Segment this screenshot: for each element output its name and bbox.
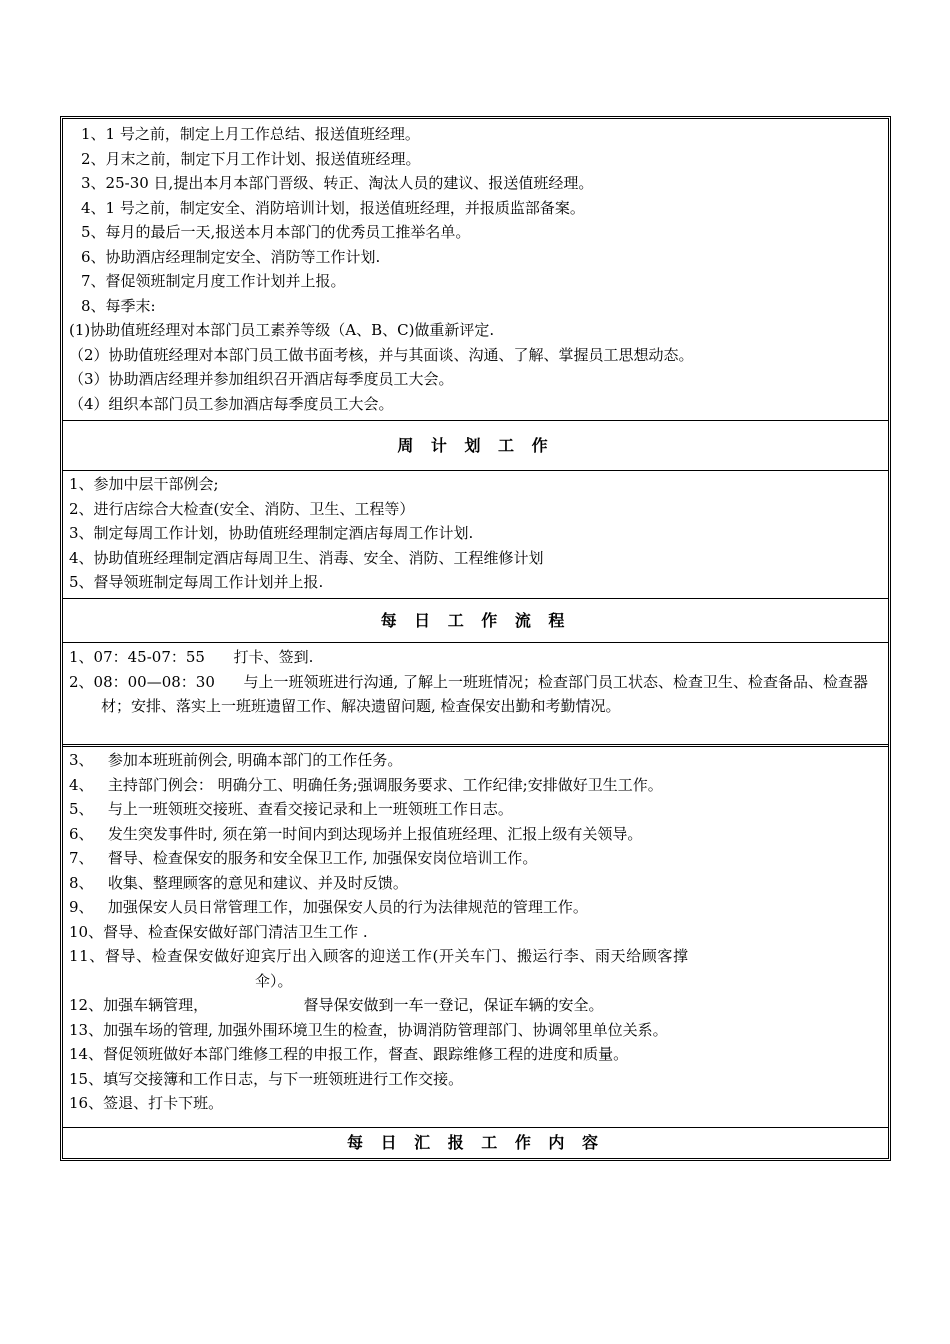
quarter-item: （4）组织本部门员工参加酒店每季度员工大会。 [69,394,394,413]
daily-header-row [63,599,888,643]
daily-section-b [63,747,888,1128]
daily-item: 14、督促领班做好本部门维修工程的申报工作，督查、跟踪维修工程的进度和质量。 [69,1045,629,1063]
weekly-item: 4、协助值班经理制定酒店每周卫生、消毒、安全、消防、工程维修计划 [69,548,544,567]
weekly-title: 周 计 划 工 作 [397,436,554,455]
monthly-item: 4、1 号之前，制定安全、消防培训计划，报送值班经理，并报质监部备案。 [81,198,585,217]
daily-item: 4、 主持部门例会： 明确分工、明确任务;强调服务要求、工作纪律;安排做好卫生工作。 [69,775,663,794]
monthly-item: 1、1 号之前，制定上月工作总结、报送值班经理。 [81,125,420,143]
weekly-section [63,471,888,599]
daily-item: 15、填写交接簿和工作日志，与下一班领班进行工作交接。 [69,1069,464,1088]
daily-item: 1、07：45-07：55 打卡、签到. [69,648,314,666]
daily-item: 11、督导、检查保安做好迎宾厅出入顾客的迎送工作(开关车门、搬运行李、雨天给顾客撑 [69,947,689,965]
quarter-item: （3）协助酒店经理并参加组织召开酒店每季度员工大会。 [69,370,454,388]
monthly-section [63,119,888,421]
daily-item: 3、 参加本班班前例会, 明确本部门的工作任务。 [69,751,403,769]
daily-title: 每 日 工 作 流 程 [380,611,571,630]
report-title: 每 日 汇 报 工 作 内 容 [347,1133,604,1152]
daily-item: 16、签退、打卡下班。 [69,1094,224,1112]
weekly-item: 2、进行店综合大检查(安全、消防、卫生、工程等） [69,499,415,518]
quarter-item: (1)协助值班经理对本部门员工素养等级（A、B、C)做重新评定. [69,321,495,339]
daily-item: 6、 发生突发事件时, 须在第一时间内到达现场并上报值班经理、汇报上级有关领导。 [69,824,643,843]
weekly-item: 1、参加中层干部例会; [69,475,219,493]
daily-item: 7、 督导、检查保安的服务和安全保卫工作, 加强保安岗位培训工作。 [69,849,538,867]
weekly-item: 5、督导领班制定每周工作计划并上报. [69,573,324,591]
monthly-item: 8、每季末: [81,296,156,315]
monthly-item: 6、协助酒店经理制定安全、消防等工作计划. [81,247,381,266]
monthly-item: 5、每月的最后一天,报送本月本部门的优秀员工推举名单。 [81,223,471,241]
report-header-row [63,1128,888,1158]
daily-item: 12、加强车辆管理， 督导保安做到一车一登记，保证车辆的安全。 [69,996,604,1014]
daily-item: 5、 与上一班领班交接班、查看交接记录和上一班领班工作日志。 [69,800,513,818]
daily-item: 8、 收集、整理顾客的意见和建议、并及时反馈。 [69,873,408,892]
daily-item: 9、 加强保安人员日常管理工作，加强保安人员的行为法律规范的管理工作。 [69,898,588,916]
daily-section-a [63,643,888,747]
monthly-item: 2、月末之前，制定下月工作计划、报送值班经理。 [81,149,421,168]
quarter-item: （2）协助值班经理对本部门员工做书面考核，并与其面谈、沟通、了解、掌握员工思想动态。 [69,345,694,364]
weekly-header-row [63,421,888,471]
daily-item: 10、督导、检查保安做好部门清洁卫生工作 . [69,922,368,941]
monthly-item: 3、25-30 日,提出本月本部门晋级、转正、淘汰人员的建议、报送值班经理。 [81,174,594,192]
daily-item: 2、08：00—08：30 与上一班领班进行沟通, 了解上一班班情况；检查部门员工状态、检查卫生、检查备品、检查器材；安排、落实上一班班遗留工作、解决遗留问题, 检查保安出勤和考勤情况。 [69,672,869,715]
daily-item: 13、加强车场的管理, 加强外围环境卫生的检查，协调消防管理部门、协调邻里单位关系。 [69,1020,668,1039]
weekly-item: 3、制定每周工作计划，协助值班经理制定酒店每周工作计划. [69,524,474,542]
daily-item-continuation: 伞）。 [255,971,293,990]
monthly-item: 7、督促领班制定月度工作计划并上报。 [81,272,346,290]
duty-table [60,116,891,1161]
